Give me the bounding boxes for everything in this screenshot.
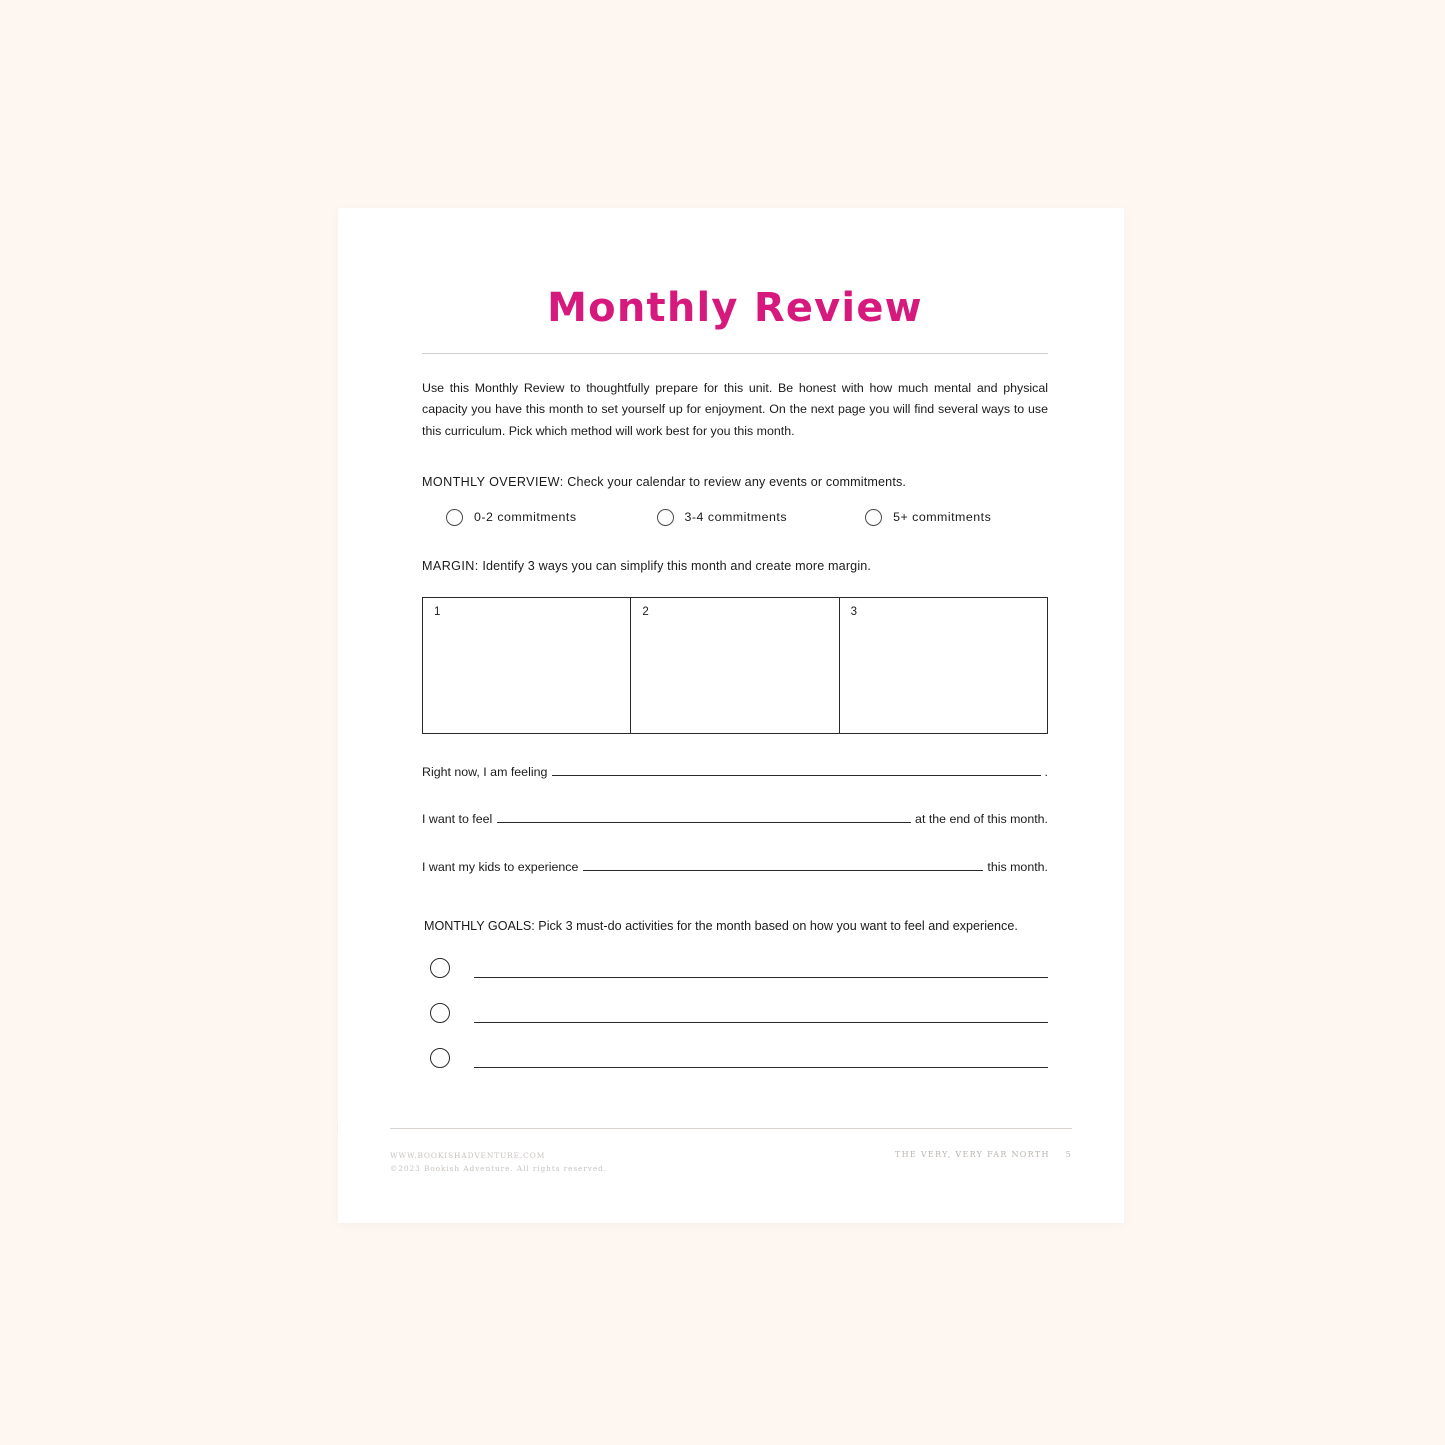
prompt-prefix: I want my kids to experience (422, 859, 579, 874)
radio-option-0-2[interactable] (446, 509, 577, 526)
monthly-overview-heading (422, 475, 1048, 489)
write-in-blank[interactable] (552, 774, 1040, 776)
margin-cell-number: 1 (434, 605, 441, 618)
margin-grid (422, 597, 1048, 734)
goal-row (422, 1048, 1048, 1068)
footer-book-title: THE VERY, VERY FAR NORTH (894, 1150, 1050, 1159)
goal-row (422, 958, 1048, 978)
radio-label-5-plus: 5+ commitments (893, 510, 992, 525)
monthly-goals-heading (422, 919, 1048, 933)
monthly-goals-label: MONTHLY GOALS: (424, 918, 535, 933)
radio-circle-icon[interactable] (865, 509, 882, 526)
page-footer (390, 1150, 1072, 1176)
monthly-goals-instruction: Pick 3 must-do activities for the month based on how you want to feel and experience. (534, 918, 1018, 933)
margin-heading (422, 559, 1048, 573)
goal-write-in-blank[interactable] (474, 976, 1048, 978)
commitments-radio-group (422, 509, 1048, 526)
footer-page-number: 5 (1065, 1150, 1072, 1159)
margin-label: MARGIN: (422, 558, 479, 573)
margin-cell-3[interactable] (840, 598, 1047, 733)
write-in-blank[interactable] (497, 821, 911, 823)
radio-circle-icon[interactable] (446, 509, 463, 526)
footer-right-block (895, 1150, 1072, 1159)
page-title: Monthly Review (547, 285, 923, 331)
margin-cell-number: 2 (642, 605, 649, 618)
footer-site-url[interactable]: WWW.BOOKISHADVENTURE.COM (390, 1151, 546, 1160)
checkbox-circle-icon[interactable] (430, 1048, 450, 1068)
prompt-suffix: . (1044, 764, 1048, 779)
intro-paragraph: Use this Monthly Review to thoughtfully prepare for this unit. Be honest with how much mental and physical capacity you have this month to set yourself up for enjoyment. On the next page you will find several ways to use this curriculum. Pick which method will work best for you this month. (422, 381, 1048, 438)
footer-copyright: ©2023 Bookish Adventure. All rights reserved. (390, 1163, 607, 1173)
prompt-prefix: Right now, I am feeling (422, 764, 548, 779)
footer-divider (390, 1128, 1072, 1129)
radio-label-3-4: 3-4 commitments (684, 510, 788, 525)
prompt-prefix: I want to feel (422, 811, 493, 826)
prompt-suffix: at the end of this month. (915, 811, 1048, 826)
goal-row (422, 1003, 1048, 1023)
page-content (422, 208, 1048, 1223)
write-in-blank[interactable] (583, 869, 983, 871)
prompt-line-kids-experience (422, 860, 1048, 874)
checkbox-circle-icon[interactable] (430, 1003, 450, 1023)
margin-cell-number: 3 (850, 605, 858, 618)
monthly-overview-label: MONTHLY OVERVIEW: (422, 474, 564, 489)
checkbox-circle-icon[interactable] (430, 958, 450, 978)
radio-label-0-2: 0-2 commitments (474, 510, 577, 525)
title-divider (422, 353, 1048, 354)
prompt-line-feeling (422, 765, 1048, 779)
prompt-suffix: this month. (987, 859, 1048, 874)
radio-circle-icon[interactable] (657, 509, 674, 526)
footer-left-block (390, 1150, 607, 1176)
radio-option-3-4[interactable] (657, 509, 788, 526)
margin-instruction: Identify 3 ways you can simplify this month and create more margin. (478, 558, 872, 573)
radio-option-5-plus[interactable] (865, 509, 991, 526)
prompt-line-want-to-feel (422, 812, 1048, 826)
monthly-overview-instruction: Check your calendar to review any events or commitments. (563, 474, 907, 489)
goal-write-in-blank[interactable] (474, 1021, 1048, 1023)
margin-cell-2[interactable] (631, 598, 839, 733)
goal-write-in-blank[interactable] (474, 1066, 1048, 1068)
worksheet-page (338, 208, 1124, 1223)
margin-cell-1[interactable] (423, 598, 631, 733)
